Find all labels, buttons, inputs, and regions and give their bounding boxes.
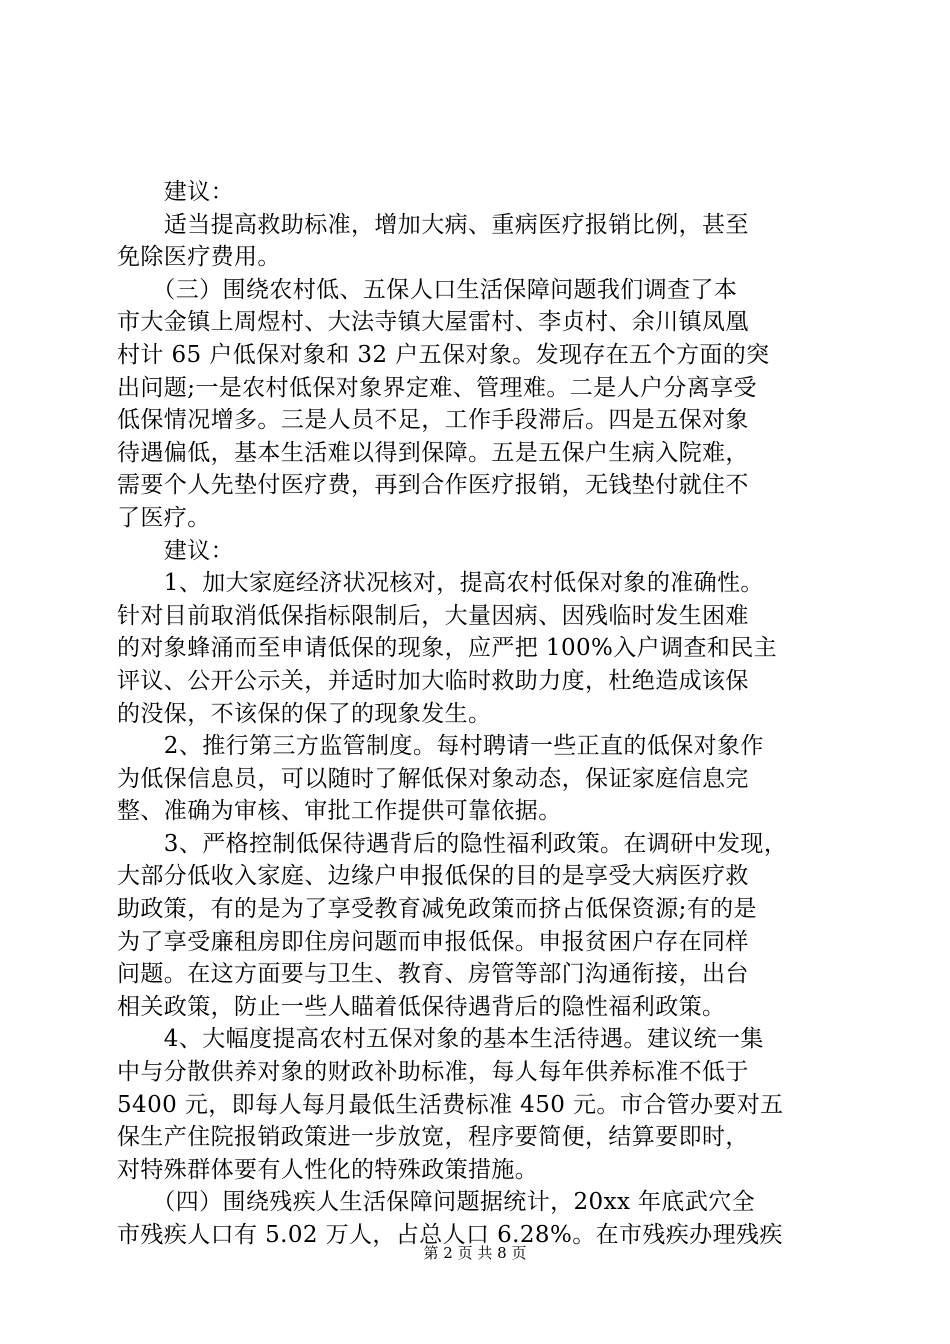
text-line: 4、大幅度提高农村五保对象的基本生活待遇。建议统一集 [117,1026,764,1053]
text-line: 助政策，有的是为了享受教育减免政策而挤占低保资源;有的是 [117,896,757,923]
text-line: 的对象蜂涌而至申请低保的现象，应严把 100%入户调查和民主 [117,635,778,662]
text-line: （四）围绕残疾人生活保障问题据统计，20xx 年底武穴全 [117,1189,756,1216]
text-line: 市大金镇上周煜村、大法寺镇大屋雷村、李贞村、余川镇凤凰 [117,309,749,336]
text-line: 1、加大家庭经济状况核对，提高农村低保对象的准确性。 [117,570,764,597]
text-line: 建议： [117,179,234,205]
text-line: 对特殊群体要有人性化的特殊政策措施。 [117,1156,539,1183]
text-line: 出问题;一是农村低保对象界定难、管理难。二是人户分离享受 [117,374,757,401]
text-line: 为低保信息员，可以随时了解低保对象动态，保证家庭信息完 [117,765,749,792]
body-text [117,176,837,1252]
text-line: 5400 元，即每人每月最低生活费标准 450 元。市合管办要对五 [117,1091,784,1118]
text-line: 建议： [117,537,234,564]
text-line: 低保情况增多。三是人员不足，工作手段滞后。四是五保对象 [117,407,749,434]
text-line: 的没保，不该保的保了的现象发生。 [117,700,492,727]
page-footer: 第 2 页 共 8 页 [423,1244,527,1262]
text-line: 评议、公开公示关，并适时加大临时救助力度，杜绝造成该保 [117,667,749,694]
text-line: （三）围绕农村低、五保人口生活保障问题我们调查了本 [117,276,738,303]
text-line: 保生产住院报销政策进一步放宽，程序要简便，结算要即时， [117,1124,749,1151]
text-line: 相关政策，防止一些人瞄着低保待遇背后的隐性福利政策。 [117,993,726,1020]
text-line: 中与分散供养对象的财政补助标准，每人每年供养标准不低于 [117,1059,749,1086]
text-line: 适当提高救助标准，增加大病、重病医疗报销比例，甚至 [117,211,749,238]
text-line: 为了享受廉租房即住房问题而申报低保。申报贫困户存在同样 [117,928,749,955]
text-line: 村计 65 户低保对象和 32 户五保对象。发现存在五个方面的突 [117,341,770,368]
text-line: 问题。在这方面要与卫生、教育、房管等部门沟通衔接，出台 [117,961,749,988]
text-line: 市残疾人口有 5.02 万人，占总人口 6.28%。在市残疾办理残疾 [117,1222,783,1248]
text-line: 整、准确为审核、审批工作提供可靠依据。 [117,798,562,825]
text-line: 免除医疗费用。 [117,244,281,271]
text-line: 大部分低收入家庭、边缘户申报低保的目的是享受大病医疗救 [117,863,749,890]
text-line: 3、严格控制低保待遇背后的隐性福利政策。在调研中发现， [117,830,788,857]
text-line: 针对目前取消低保指标限制后，大量因病、因残临时发生困难 [117,602,749,629]
text-line: 待遇偏低，基本生活难以得到保障。五是五保户生病入院难， [117,439,749,466]
text-line: 需要个人先垫付医疗费，再到合作医疗报销，无钱垫付就住不 [117,472,749,499]
text-line: 了医疗。 [117,504,211,531]
text-line: 2、推行第三方监管制度。每村聘请一些正直的低保对象作 [117,733,764,760]
